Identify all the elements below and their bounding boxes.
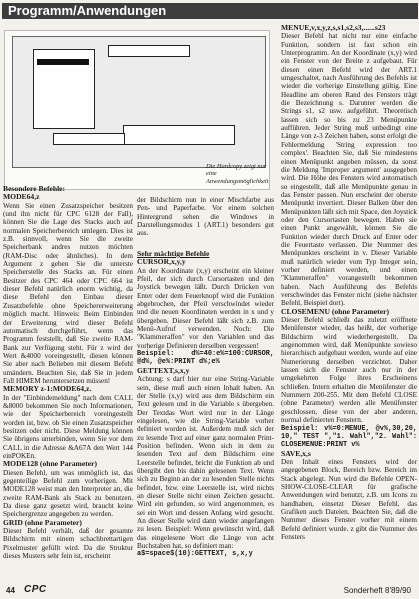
- subheading: MENUE,v,x,y,z,s,s1,s2,s3,......s23: [281, 23, 386, 32]
- subheading: SAVE,x,s: [281, 448, 311, 458]
- paragraph: Achtung: s darf hier nur eine String-Variable sein, diese muß auch einen Inhalt haben. An der Stelle (x,y) wird aus dem Bildschirm ein Text gelesen und in die Variable s übergeben. Der Textdas Wort wird nur in der Länge eingelesen, wie die String-Variable vorher definiert worden ist. Außerdem muß sich der zu lesende Text auf einer ganz normalen Print-Position befinden. Wenn sich in dem zu lesenden Text auf dem Bildschirm eine Leerstelle befindet, bricht die Funktion ab und übergibt den bis dahin gelesenen Text. Wenn sich zu Beginn an der zu lesenden Stelle nichts befindet, bzw. eine Leerstelle ist, wird nichts an dieser Stelle nicht einen Zeichen gesucht. Wird ein gefunden, so wird angenommen, es sei ein Wort und dessen Anfang wird gesucht. An dieser Stelle wird dann wieder angefangen zu lesen. Beispiel: Wenn gewünscht wird, daß das eingelesene Wort die Länge von acht Buchstaben hat, so definiert man:: [137, 375, 274, 551]
- section-title: Programm/Anwendungen: [8, 3, 167, 18]
- screenshot-image: [12, 36, 266, 168]
- paragraph: Den Inhalt eines Fensters wird der angegebenen Block, Bereich bzw. Bereich im Stack abgelegt. Nun wird die Befehle OPEN-SHOW-CLOSE-CLEAR für grafische Anwendungen wird benutzt, z.B. um Icons zu handhaben, einsetzt Dieser Befehl, das Grafiken auch Dateien. Beachten Sie, daß die Nummer dieses Fenster vorher mit einem Befehl definiert wurde. z gibt die Nummer des Fensters: [281, 457, 417, 541]
- subheading: CLOSEMENU (ohne Parameter): [281, 306, 389, 316]
- paragraph: der Bildschirm nun in einer Mischfarbe aus Pen- und Paperfarbe. Vor einem solchen Hintergrund sehen die Windows in Darstellungsmodus 1 (ART.1) besonders gut aus.: [137, 196, 274, 238]
- column-left: [3, 185, 133, 560]
- code-example: Beispiel: v%=0:MENUE, @v%,30,20, 10," TEST ","1. Wahl","2. Wahl": CLOSEMENUE:PRINT v%: [281, 424, 417, 450]
- code-example: Beispiel: d%=40:e%=100:CURSOR, @d%, @e%:PRINT d%;e%: [137, 350, 274, 367]
- code-example: a$=space$(10):GETTEXT, s,x,y: [137, 550, 253, 559]
- magazine-logo: CPC: [24, 584, 47, 595]
- subheading: Besondere Befehle:: [3, 184, 66, 193]
- figure-caption: Die Hardcopy zeigt nur eine Anwendungsmöglichkeit: [206, 163, 269, 185]
- paragraph: Dieser Befehl schließt das zuletzt eröffnete Menüfenster wieder, das heißt, der vorherige Bildschirm wird wiederhergestellt. Da angenommen wird, daß Menüpunkte sowieso hierarchisch aufgebaut werden, wurde auf eine Numerierung derselben verzichtet. Daher lassen sich die Fenster auch nur in der umgekehrten Folge ihres Erscheinens schließen. Intern erhalten die Menüfenster die Nummern 200-255. Mit dem Befehl CLOSE (ohne Parameter) werden alle Menüfenster geschlossen, diese von der aber anderen, normal definierten Fenstern.: [281, 316, 417, 425]
- status-window: [53, 133, 125, 145]
- page-number: 44: [6, 586, 15, 595]
- subheading: CURSOR,x,y,y: [137, 257, 186, 267]
- column-middle-top: [137, 196, 274, 238]
- subheading: MODE64,z: [3, 192, 40, 202]
- subheading: MODE128 (ohne Parameter): [3, 459, 98, 469]
- section-header: [2, 3, 418, 19]
- menu-highlight: [37, 59, 89, 65]
- paragraph: Dieser Befehl hat nicht nur eine einfache Funktion, sondern ist fast schon ein Unterprogramm. An der Koordinate (x,y) wird ein Fenster von der Breite z aufgebaut. Für diesen einen Befehl wird der ART.1 umgeschaltet, nach Ausführung des Befehls ist wieder die vorherige Einstellung gültig. Eine Headline am oberen Rand des Fensters trägt die Bezeichnung s. Darunter werden die Strings s1, s2 usw. aufgeführt. Theoretisch lassen sich so bis zu 23 Menüpunkte aufführen. Jeder String muß unbedingt eine Länge von z-3 Zeichen haben, sonst erfolgt die Fehlermeldung 'String expression too complex'. Beachten Sie, daß Sie mindestens einen Menüpunkt angeben müssen, da sonst die Meldung 'Improper argument' ausgegeben wird. Die Höhe des Fensters wird automatisch so eingestellt, daß alle Menüpunkte genau in das Fenster passen. Nun erscheint der oberste Menüpunkt invertiert. Dieser Balken über den Menüpunkten läßt sich mit Space, den Joystick oder den Cursortasten bewegen. Haben sie einen Punkt angewählt, können Sie die Funktion wieder durch Druck auf Enter oder die Feuertaste verlassen. Die Nummer des Menüpunktes erscheint in v. Dieser Variable muß natürlich wieder vom Typ Integer sein, vorher definiert werden, und einen "Klammeraffen" vorangestellt bekommen haben. Nach Ausführung des Befehls verschwindet das Fenster nicht (siehe nächster Befehl, Beispiel dort).: [281, 32, 417, 308]
- subheading: MEMORY z-1:MODE64,z.: [3, 384, 92, 394]
- page-footer: [0, 586, 419, 599]
- column-right: [281, 24, 417, 541]
- paragraph: In der "Einbindemeldung" nach dem CALL &8000 bekommen Sie noch Informationen, wie der Speicherbereich voreingestellt worden ist, bzw. ob Sie einen Zusatzspeicher besitzen oder nicht. Diese Meldung können Sie übrigens unterbinden, wenn Sie vor dem CALL in die Adresse &A67A den Wert 144 einPOKEn.: [3, 393, 133, 460]
- paragraph: An der Koordinate (x,y) erscheint ein kleiner Pfeil, der sich durch Cursortasten und den Joystick bewegen läßt. Durch Drücken von Enter oder dem Feuerknopf wird die Funktion abgebrochen, der Pfeil verschwindet wieder und die neuen Koordinaten werden in x und y übergeben. Dieser Befehl läßt sich z.B. zum Menü-Aufruf verwenden. Noch: Die "Klammeraffen" vor den Variablen und das vorherige Definieren derselben vergessen!: [137, 266, 274, 350]
- subheading: GETTEXT,s,x,y: [137, 365, 190, 375]
- dialog-window: [123, 125, 235, 145]
- paragraph: Diesen Befehl, um was unmöglich ist, das gegenteilige Befehl zum vorherigen. Mit MODE128 weist man den Interpreter an, die zweite RAM-Bank als Stack zu benutzen. Da diese ganz gesetzt wird, braucht keine Speichergrenze angegeben zu werden.: [3, 468, 133, 519]
- subheading: Sehr mächtige Befehle: [137, 249, 210, 258]
- title-window: [108, 45, 190, 57]
- column-middle: [137, 250, 274, 559]
- paragraph: Dieser Befehl verhält, daß der gesamte Bildschirm mit einem schachbrettartigen Pixelmuster gefüllt wird. Da die Struktur dieses Musters sehr fein ist, erscheint: [3, 527, 133, 561]
- paragraph: Wenn Sie einen Zusatzspeicher besitzen (und ihn nicht für CPC 6128 der Fall), können Sie die Lage des Stacks auch auf normalen Speicherbereich umlegen. Dies ist z.B. sinnvoll, wenn Sie die zweite Speicherbank andres nutzen möchten (RAM-Disc oder ähnliches). In dem Argument z geben Sie die unterste Speicherstelle des Stacks an. Für einen Besitzer des CPC 464 oder CPC 664 ist dieser Befehl natürlich enorm wichtig, da diese Befehl den Einbau dieser Zusatzbefehle ohne Speichererweiterung möglich macht. Hinweis: Beim Einbinden der Erweiterung wird dieser Befehl automatisch durchgeführt, wenn das Programm feststellt, daß Sie zweite RAM-Bank zur Verfügung steht. Für z wird der Wert &4000 voreingestellt, diesen können Sie aber nach Belieben mit diesem Befehl umändern. Beachten Sie, daß Sie in jedem Fall HIMEM heruntersetzen müssen!: [3, 201, 133, 385]
- issue-label: Sonderheft 8'89/90: [343, 586, 411, 595]
- subheading: GRID (ohne Parameter): [3, 517, 82, 527]
